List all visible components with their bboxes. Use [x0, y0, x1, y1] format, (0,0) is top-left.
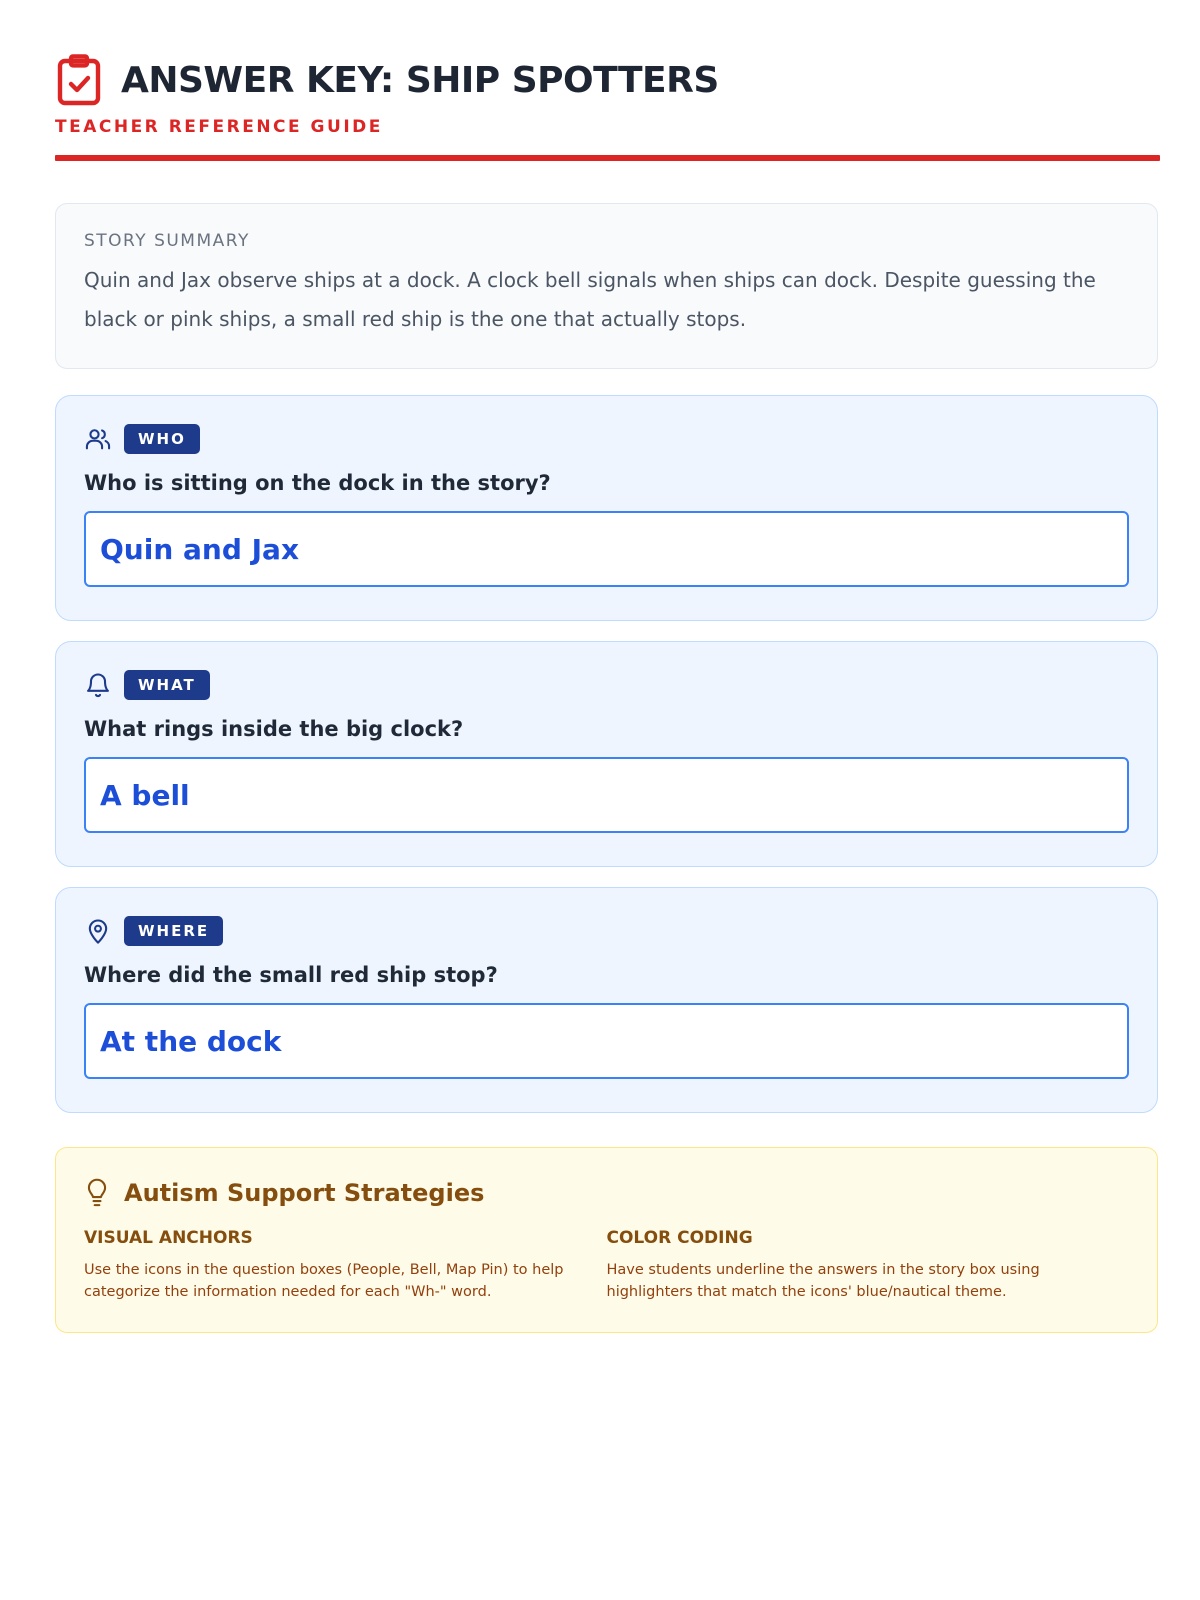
answer-box: At the dock [84, 1003, 1129, 1079]
strategy-text: Have students underline the answers in the story box using highlighters that match the icons' blue/nautical theme. [606, 1262, 1040, 1300]
answer-key-page [55, 0, 1160, 1300]
strategy-heading: VISUAL ANCHORS [84, 1228, 253, 1248]
summary-text: Quin and Jax observe ships at a dock. A clock bell signals when ships can dock. Despite guessing the black or pink ships, a small red ship is the one that actually stops. [84, 268, 1096, 331]
strategy-visual-anchors [84, 1228, 607, 1303]
summary-label: STORY SUMMARY [84, 231, 250, 251]
answer-box: Quin and Jax [84, 511, 1129, 587]
question-badge: WHAT [124, 670, 210, 700]
question-card-who [55, 395, 1158, 621]
question-text: Where did the small red ship stop? [84, 963, 498, 987]
support-strategies-box [55, 1147, 1158, 1333]
strategies-title: Autism Support Strategies [124, 1179, 485, 1207]
strategy-heading: COLOR CODING [606, 1228, 753, 1248]
strategy-color-coding [607, 1228, 1130, 1303]
clipboard-check-icon [55, 54, 103, 106]
strategy-text: Use the icons in the question boxes (People, Bell, Map Pin) to help categorize the information needed for each "Wh-" word. [84, 1262, 564, 1300]
header-divider [55, 155, 1160, 161]
title-row [55, 54, 719, 106]
story-summary-box [55, 203, 1158, 369]
question-badge: WHO [124, 424, 200, 454]
people-icon [84, 425, 112, 453]
question-text: What rings inside the big clock? [84, 717, 464, 741]
question-text: Who is sitting on the dock in the story? [84, 471, 551, 495]
page-title: ANSWER KEY: SHIP SPOTTERS [121, 59, 719, 101]
answer-box: A bell [84, 757, 1129, 833]
question-card-where [55, 887, 1158, 1113]
bell-icon [84, 671, 112, 699]
page-subtitle: TEACHER REFERENCE GUIDE [55, 117, 383, 137]
question-badge: WHERE [124, 916, 223, 946]
map-pin-icon [84, 917, 112, 945]
lightbulb-icon [84, 1178, 110, 1208]
header [55, 0, 1160, 158]
question-card-what [55, 641, 1158, 867]
